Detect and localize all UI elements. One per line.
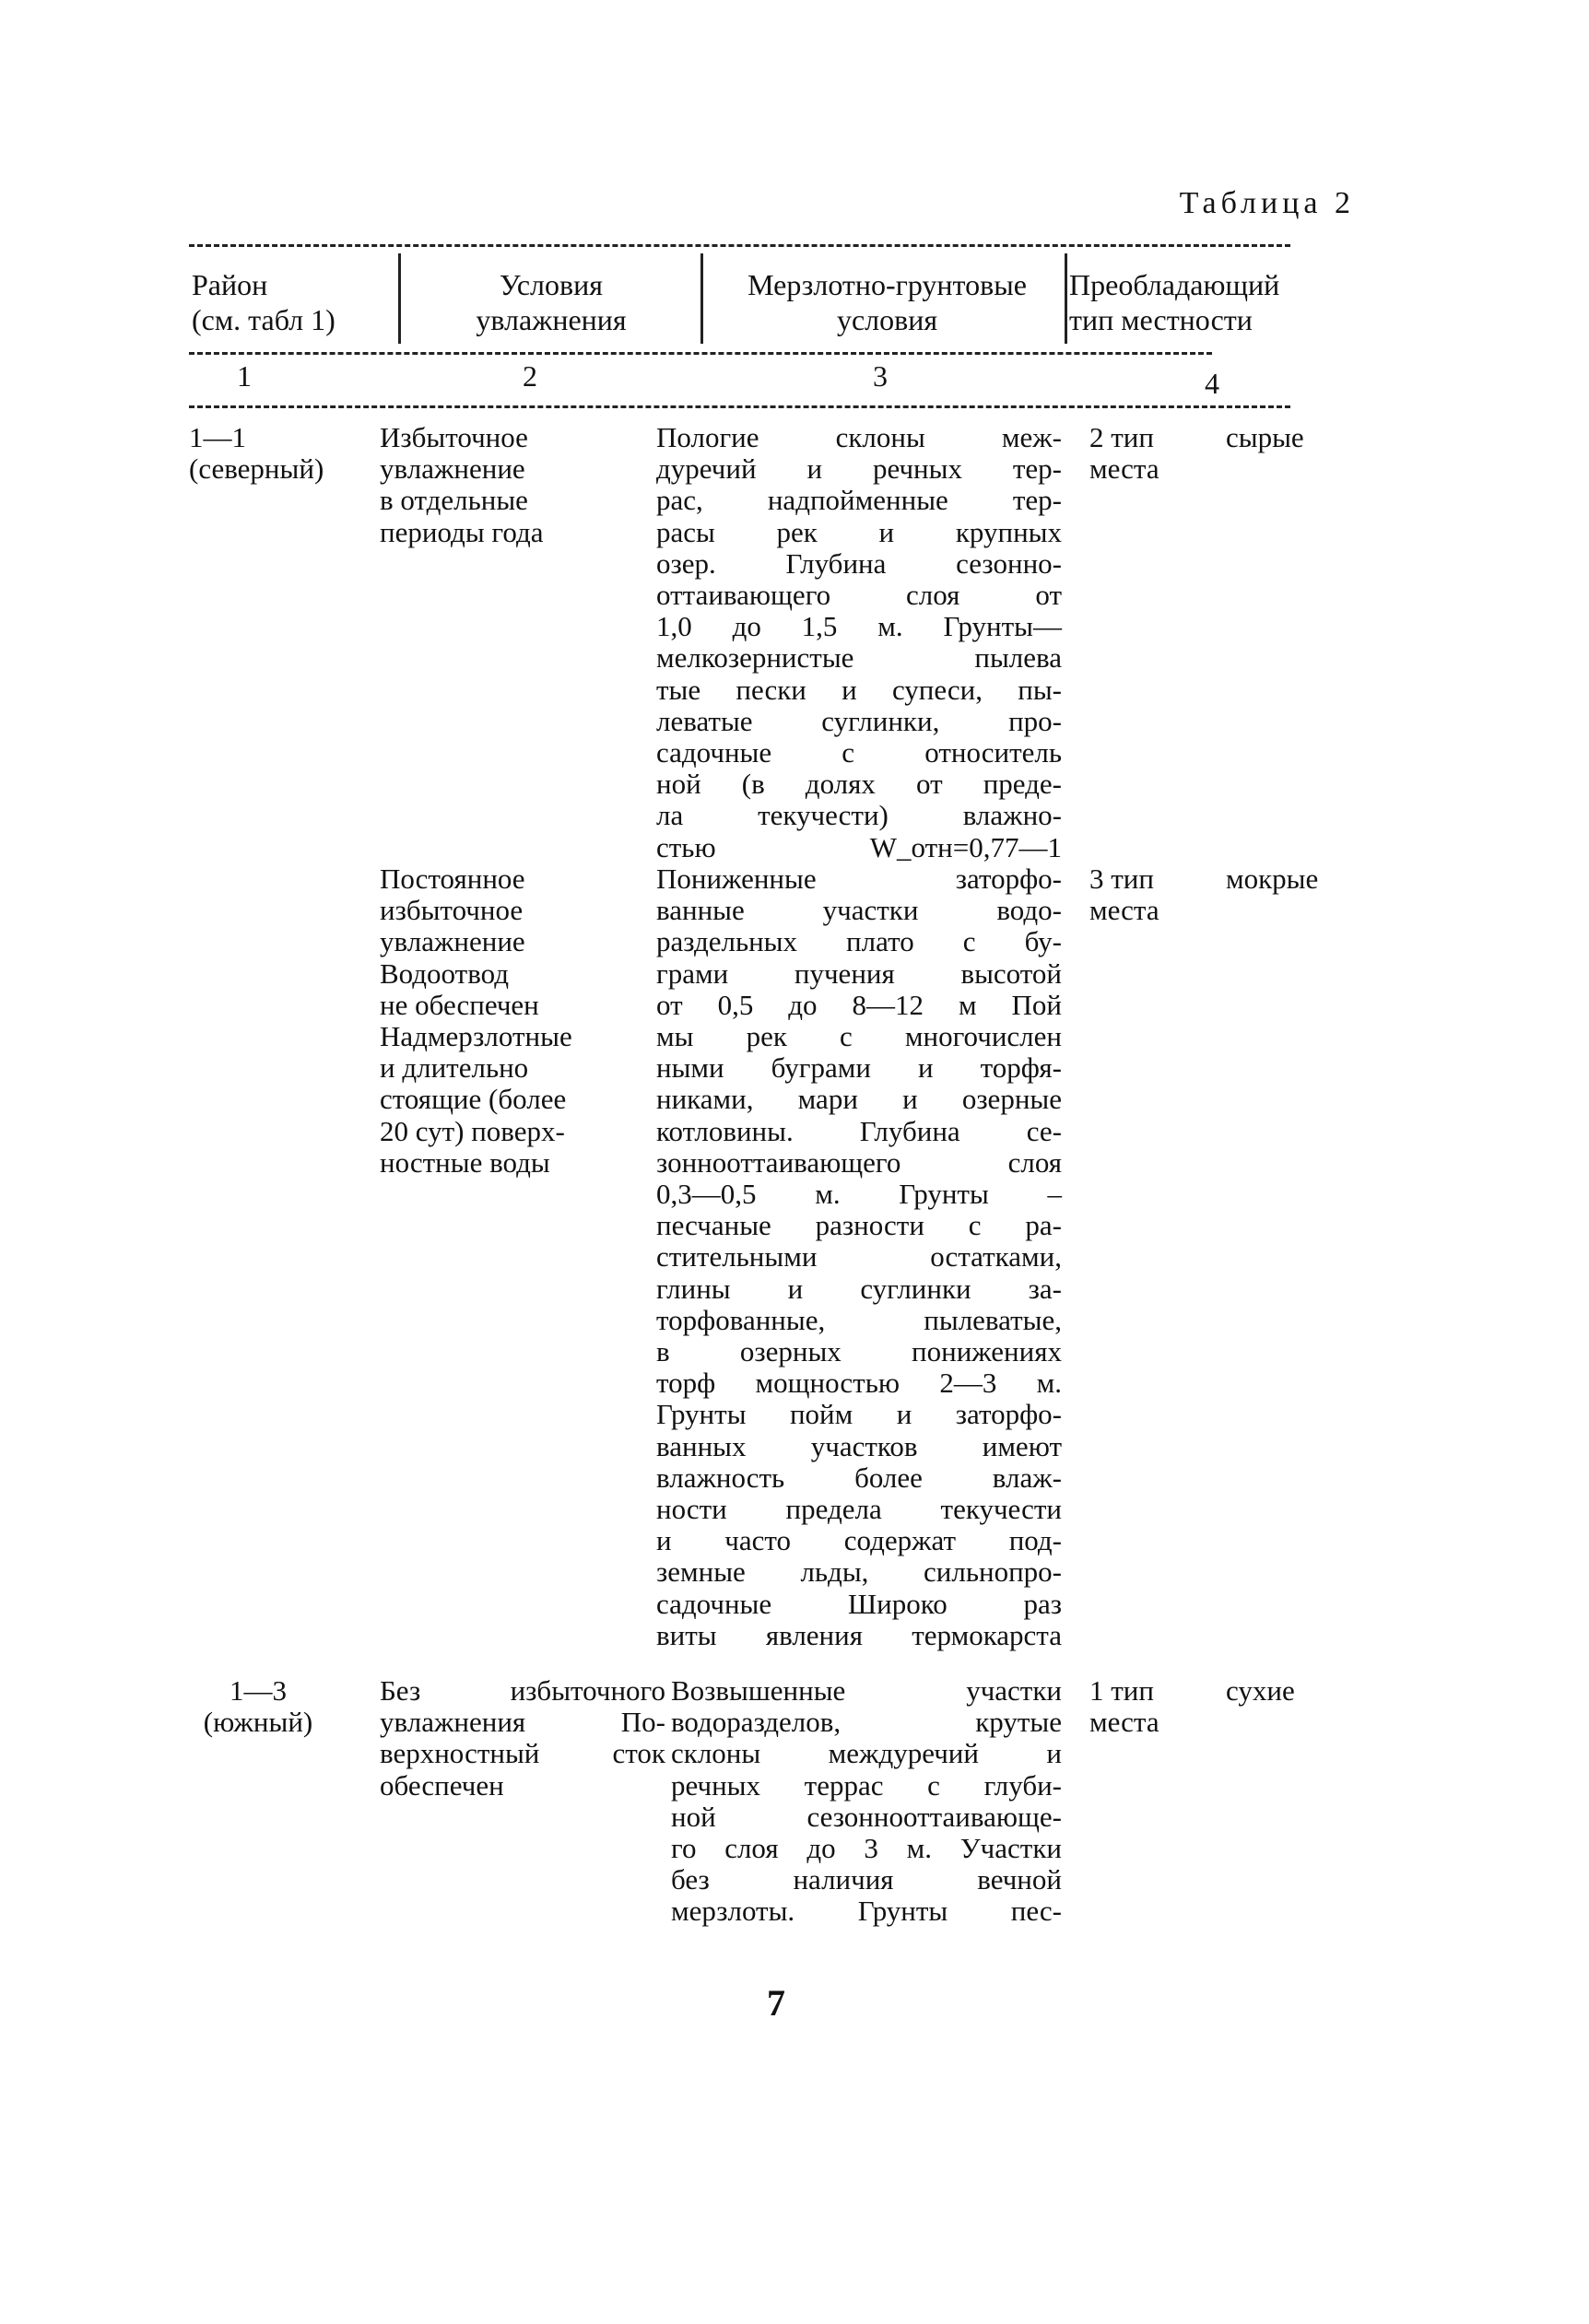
page-number: 7 (767, 1982, 785, 2024)
row-3-terrain-type: 1 тип места (1089, 1674, 1159, 1739)
row-3-moisture: Без избыточного увлажнения По- верхностный сток обеспечен (380, 1674, 665, 1802)
header-terrain: Преобладающий тип местности (1069, 268, 1280, 336)
row-2-soil: Пониженные заторфо- ванные участки водо- раздельных плато с бу- грами пучения высотой от 0,5 до 8—12 м Пой мы рек с многочислен ными буграми и торфя- никами, мари и озерные котловины. Глубина се- зоннооттаивающего слоя 0,3—0,5 м. Грунты – песчаные разности с ра- стительными остатками, глины и суглинки за- торфованные, пылеватые, в озерных понижениях торф мощностью 2—3 м. Грунты пойм и заторфо- ванных участков имеют влажность более влаж- ности предела текучести и часто содержат под- земные льды, сильнопро- садочные Широко раз виты явления термокарста (656, 863, 1062, 1651)
row-2-terrain-type: 3 тип места (1089, 863, 1159, 927)
header-top-rule (189, 244, 1290, 247)
row-2-moisture: Постоянное избыточное увлажнение Водоотвод не обеспечен Надмерзлотные и длительно стоящие (более 20 сут) поверх- ностные воды (380, 863, 572, 1179)
row-1-soil: Пологие склоны меж- дуречий и речных тер- рас, надпойменные тер- расы рек и крупных озер. Глубина сезонно- оттаивающего слоя от 1,0 до 1,5 м. Грунты— мелкозернистые пылева тые пески и супеси, пы- леватые суглинки, про- садочные с относитель ной (в долях от преде- ла текучести) влажно- стью W_отн=0,77—1 (656, 421, 1062, 863)
row-1-moisture: Избыточное увлажнение в отдельные периоды года (380, 421, 544, 548)
table-caption: Таблица 2 (1179, 186, 1355, 220)
header-moisture: Условия увлажнения (476, 268, 627, 336)
header-divider-2 (700, 253, 703, 344)
header-bottom-rule (189, 352, 1212, 355)
column-number-1: 1 (237, 359, 252, 393)
row-2-terrain-word: мокрые (1226, 863, 1319, 895)
row-1-terrain-type: 2 тип места (1089, 421, 1159, 486)
column-number-4: 4 (1205, 367, 1219, 400)
row-3-terrain-word: сухие (1226, 1674, 1295, 1707)
column-numbers-rule (189, 405, 1290, 408)
header-region: Район (см. табл 1) (192, 268, 335, 336)
header-divider-1 (398, 253, 401, 344)
column-number-2: 2 (523, 359, 537, 393)
header-soil: Мерзлотно-грунтовые условия (747, 268, 1027, 336)
column-number-3: 3 (873, 359, 888, 393)
row-3-region: 1—3 (южный) (203, 1674, 313, 1739)
row-3-soil: Возвышенные участки водоразделов, крутые склоны междуречий и речных террас с глуби- ной сезоннооттаивающе- го слоя до 3 м. Участки без наличия вечной мерзлоты. Грунты пес- (671, 1674, 1062, 1928)
row-1-region: 1—1 (северный) (189, 421, 324, 486)
header-divider-3 (1065, 253, 1067, 344)
row-1-terrain-word: сырые (1226, 421, 1304, 453)
